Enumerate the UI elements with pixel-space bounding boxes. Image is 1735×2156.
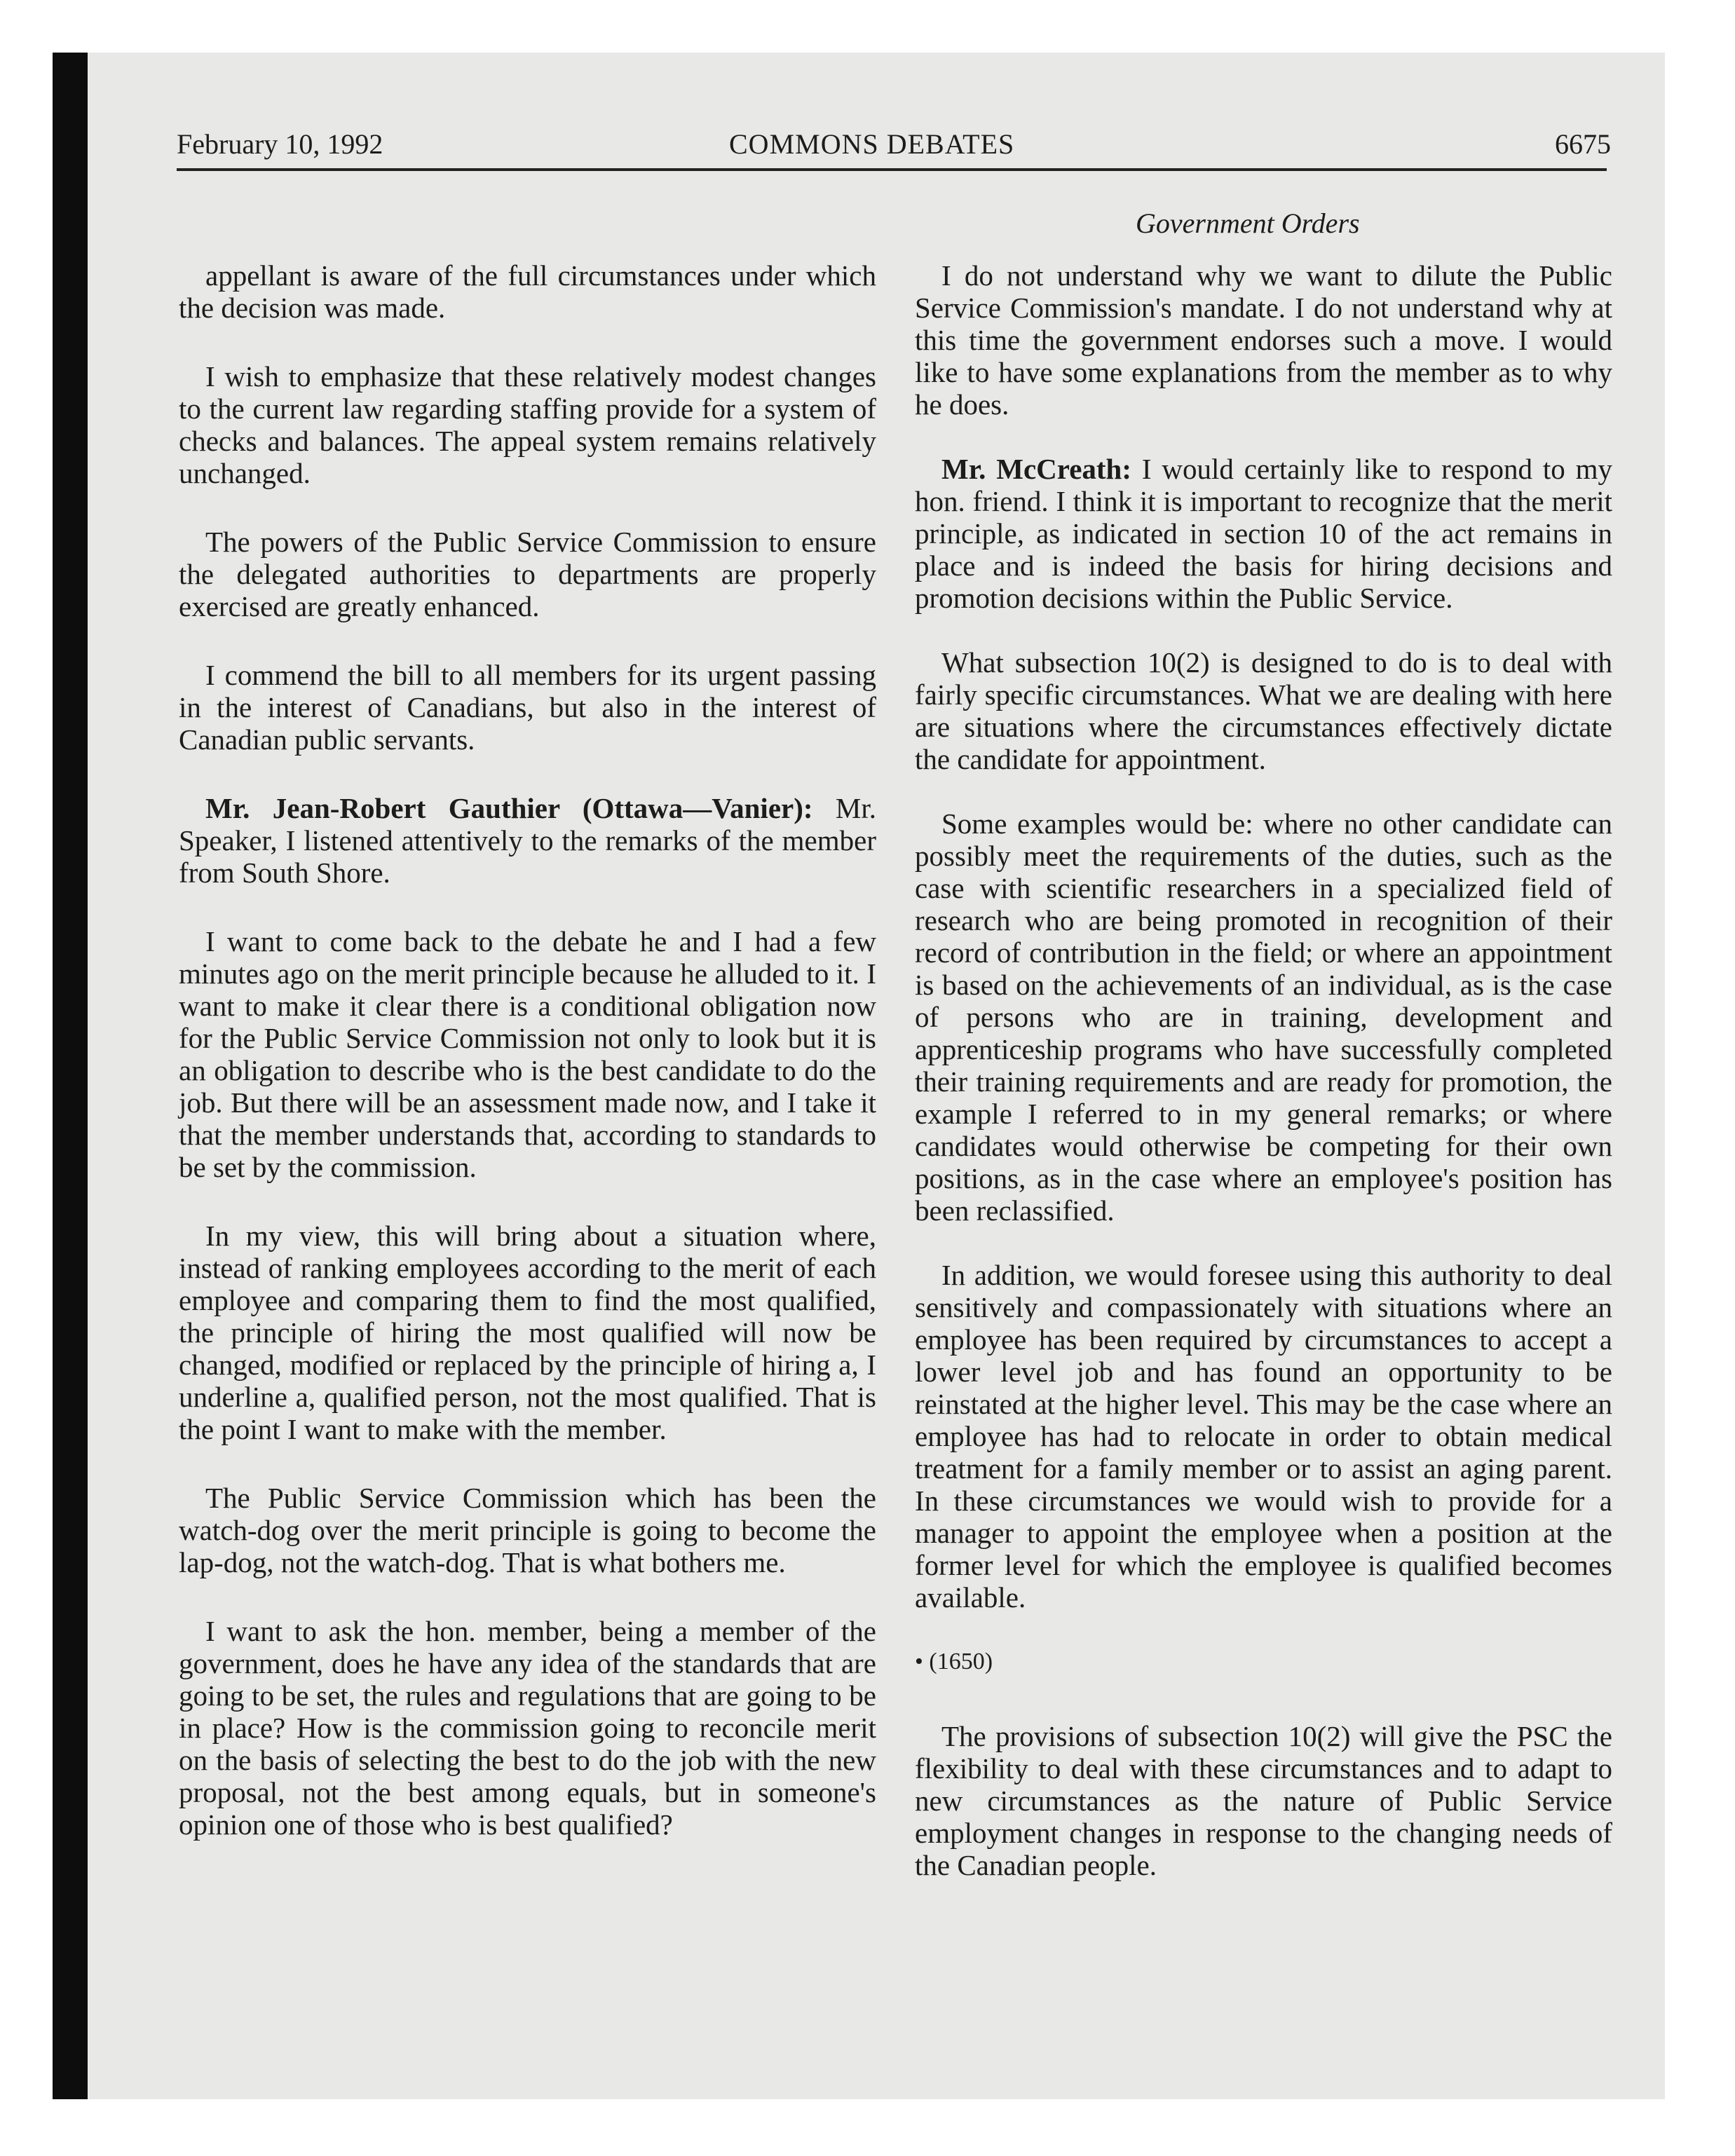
header-date: February 10, 1992	[177, 128, 383, 160]
paragraph: appellant is aware of the full circumstances under which the decision was made.	[179, 259, 876, 324]
scan-edge-bar	[53, 53, 88, 2099]
paragraph: What subsection 10(2) is designed to do is to deal with fairly specific circumstances. What we are dealing with here are situations where the circumstances effectively dictate the candidate for appointment.	[915, 646, 1612, 775]
speech-paragraph: Mr. Jean-Robert Gauthier (Ottawa—Vanier): Mr. Speaker, I listened attentively to the remarks of the member from South Shore.	[179, 792, 876, 889]
paragraph: I want to come back to the debate he and I had a few minutes ago on the merit principle because he alluded to it. I want to make it clear there is a conditional obligation now for the Public Service Commission not only to look but it is an obligation to describe who is the best candidate to do the job. But there will be an assessment made now, and I take it that the member understands that, according to standards to be set by the commission.	[179, 925, 876, 1183]
speech-paragraph: Mr. McCreath: I would certainly like to respond to my hon. friend. I think it is important to recognize that the merit principle, as indicated in section 10 of the act remains in place and is indeed the basis for hiring decisions and promotion decisions within the Public Service.	[915, 453, 1612, 614]
paragraph: I want to ask the hon. member, being a member of the government, does he have any idea of the standards that are going to be set, the rules and regulations that are going to be in place? How is the commission going to reconcile merit on the basis of selecting the best to do the job with the new proposal, not the best among equals, but in someone's opinion one of those who is best qualified?	[179, 1615, 876, 1841]
paragraph: The provisions of subsection 10(2) will give the PSC the flexibility to deal with these circumstances and to adapt to new circumstances as the nature of Public Service employment changes in response to the changing needs of the Canadian people.	[915, 1720, 1612, 1881]
paragraph: In addition, we would foresee using this authority to deal sensitively and compassionately with situations where an employee has been required by circumstances to accept a lower level job and has found an opportunity to be reinstated at the higher level. This may be the case where an employee has had to relocate in order to obtain medical treatment for a family member or to assist an aging parent. In these circumstances we would wish to provide for a manager to appoint the employee when a position at the former level for which the employee is qualified becomes available.	[915, 1259, 1612, 1613]
paragraph: I commend the bill to all members for its urgent passing in the interest of Canadians, but also in the interest of Canadian public servants.	[179, 659, 876, 756]
header-page-number: 6675	[1555, 128, 1611, 160]
speaker-name: Mr. Jean-Robert Gauthier (Ottawa—Vanier):	[205, 792, 813, 824]
section-heading: Government Orders	[1136, 207, 1360, 239]
paragraph: I do not understand why we want to dilute the Public Service Commission's mandate. I do not understand why at this time the government endorses such a move. I would like to have some explanations from the member as to why he does.	[915, 259, 1612, 421]
bullet-icon: •	[915, 1649, 923, 1674]
paragraph: I wish to emphasize that these relatively modest changes to the current law regarding staffing provide for a system of checks and balances. The appeal system remains relatively unchanged.	[179, 360, 876, 489]
speaker-name: Mr. McCreath:	[941, 453, 1132, 485]
paragraph: Some examples would be: where no other candidate can possibly meet the requirements of the duties, such as the case with scientific researchers in a specialized field of research who are being promoted in recognition of their record of contribution in the field; or where an appointment is based on the achievements of an individual, as is the case of persons who are in training, development and apprenticeship programs who have successfully completed their training requirements and are ready for promotion, the example I referred to in my general remarks; or where candidates would otherwise be competing for their own positions, as in the case where an employee's position has been reclassified.	[915, 807, 1612, 1227]
header-title: COMMONS DEBATES	[729, 128, 1015, 160]
left-column	[179, 259, 876, 1877]
paragraph: The powers of the Public Service Commission to ensure the delegated authorities to departments are properly exercised are greatly enhanced.	[179, 526, 876, 622]
paragraph: The Public Service Commission which has been the watch-dog over the merit principle is going to become the lap-dog, not the watch-dog. That is what bothers me.	[179, 1482, 876, 1578]
right-column	[915, 259, 1612, 1913]
timestamp: • (1650)	[915, 1649, 993, 1674]
paragraph: In my view, this will bring about a situation where, instead of ranking employees according to the merit of each employee and comparing them to find the most qualified, the principle of hiring the most qualified will now be changed, modified or replaced by the principle of hiring a, I underline a, qualified person, not the most qualified. That is the point I want to make with the member.	[179, 1220, 876, 1445]
header-rule	[177, 168, 1607, 171]
